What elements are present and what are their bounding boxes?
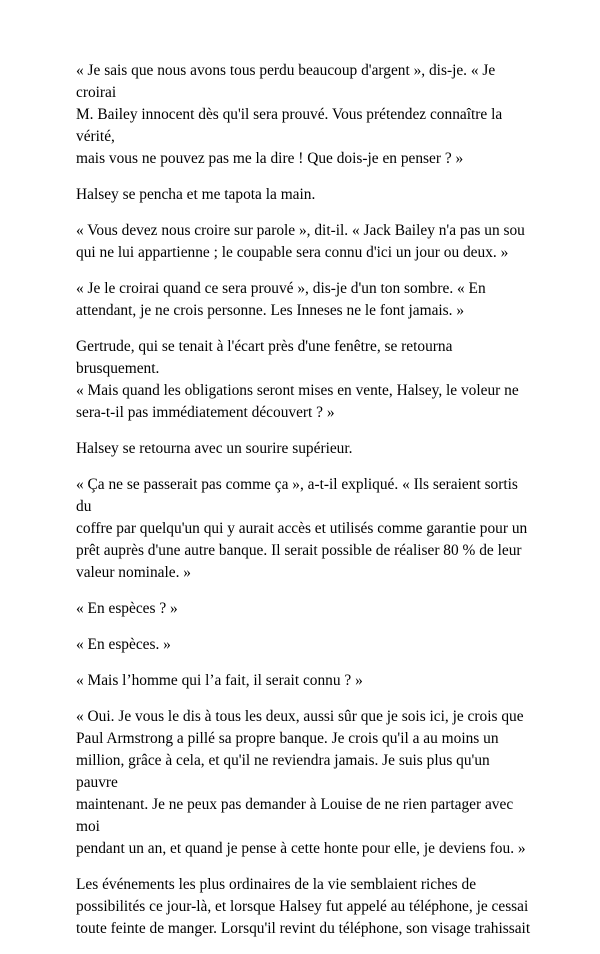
paragraph-8: « En espèces ? » (76, 600, 178, 617)
document-page (76, 60, 531, 954)
paragraph-4: « Je le croirai quand ce sera prouvé », dis-je d'un ton sombre. « En attendant, je ne crois personne. Les Inneses ne le font jamais. » (76, 280, 486, 319)
paragraph-2: Halsey se pencha et me tapota la main. (76, 186, 316, 203)
paragraph-5: Gertrude, qui se tenait à l'écart près d'une fenêtre, se retourna brusquement. « Mais quand les obligations seront mises en vente, Halsey, le voleur ne sera-t-il pas immédiatement découvert ? » (76, 338, 519, 421)
paragraph-10: « Mais l’homme qui l’a fait, il serait connu ? » (76, 672, 363, 689)
paragraph-12: Les événements les plus ordinaires de la vie semblaient riches de possibilités ce jour-là, et lorsque Halsey fut appelé au téléphone, je cessai toute feinte de manger. Lorsqu'il revint du téléphone, son visage trahissait (76, 876, 531, 937)
paragraph-7: « Ça ne se passerait pas comme ça », a-t-il expliqué. « Ils seraient sortis du coffre par quelqu'un qui y aurait accès et utilisés comme garantie pour un prêt auprès d'une autre banque. Il serait possible de réaliser 80 % de leur valeur nominale. » (76, 476, 528, 581)
paragraph-6: Halsey se retourna avec un sourire supérieur. (76, 440, 353, 457)
paragraph-3: « Vous devez nous croire sur parole », dit-il. « Jack Bailey n'a pas un sou qui ne lui appartienne ; le coupable sera connu d'ici un jour ou deux. » (76, 222, 525, 261)
paragraph-11: « Oui. Je vous le dis à tous les deux, aussi sûr que je sois ici, je crois que Paul Armstrong a pillé sa propre banque. Je crois qu'il a au moins un million, grâce à cela, et qu'il ne reviendra jamais. Je suis plus qu'un pauvre maintenant. Je ne peux pas demander à Louise de ne rien partager avec moi pendant un an, et quand je pense à cette honte pour elle, je deviens fou. » (76, 708, 526, 857)
paragraph-1: « Je sais que nous avons tous perdu beaucoup d'argent », dis-je. « Je croirai M. Bailey innocent dès qu'il sera prouvé. Vous prétendez connaître la vérité, mais vous ne pouvez pas me la dire ! Que dois-je en penser ? » (76, 62, 503, 167)
paragraph-9: « En espèces. » (76, 636, 171, 653)
